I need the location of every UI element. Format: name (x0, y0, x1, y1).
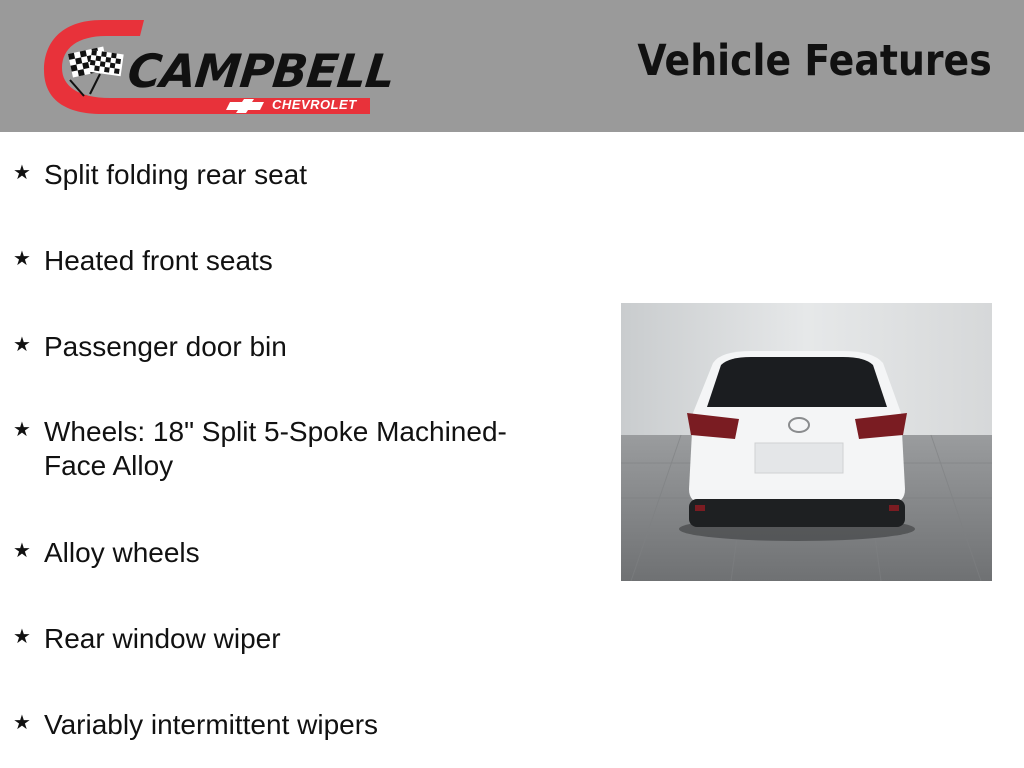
header-bar (0, 0, 1024, 132)
feature-text: Rear window wiper (44, 623, 281, 654)
star-icon: ★ (13, 162, 31, 184)
feature-item (0, 622, 600, 656)
feature-item (0, 330, 600, 364)
star-icon: ★ (13, 712, 31, 734)
vehicle-photo-graphic (621, 303, 992, 581)
star-icon: ★ (13, 626, 31, 648)
feature-text: Alloy wheels (44, 537, 200, 568)
star-icon: ★ (13, 248, 31, 270)
feature-text: Heated front seats (44, 245, 273, 276)
feature-text: Passenger door bin (44, 331, 287, 362)
feature-text: Wheels: 18" Split 5-Spoke Machined-Face Alloy (44, 416, 507, 481)
logo-sub-brand-text: CHEVROLET (272, 97, 357, 112)
feature-item (0, 415, 600, 483)
campbell-chevrolet-logo (40, 14, 397, 120)
feature-text: Variably intermittent wipers (44, 709, 379, 740)
feature-item (0, 536, 600, 570)
feature-item (0, 244, 600, 278)
star-icon: ★ (13, 419, 31, 441)
feature-item (0, 708, 600, 742)
page-title: Vehicle Features (637, 36, 992, 86)
feature-text: Split folding rear seat (44, 159, 308, 190)
logo-brand-text: CAMPBELL (125, 44, 397, 98)
star-icon: ★ (13, 334, 31, 356)
feature-item (0, 158, 600, 192)
vehicle-rear-photo (621, 303, 992, 581)
star-icon: ★ (13, 540, 31, 562)
